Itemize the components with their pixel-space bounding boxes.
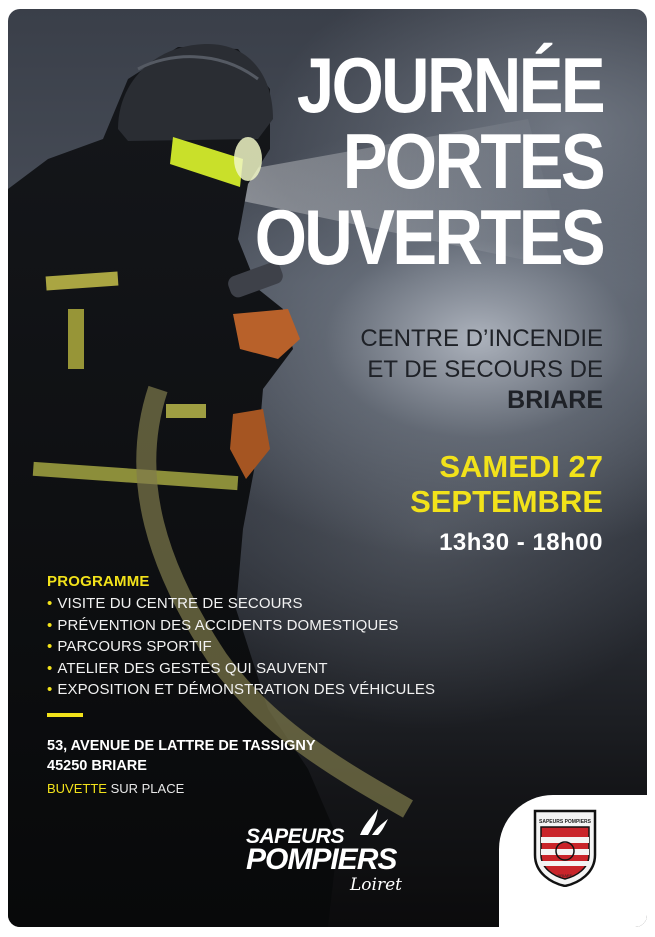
- event-hours: 13h30 - 18h00: [439, 529, 603, 556]
- bullet-icon: •: [47, 595, 53, 612]
- logo-line-2: POMPIERS: [246, 843, 397, 876]
- flame-icon: [354, 807, 390, 837]
- logo-line-1: SAPEURS: [246, 825, 345, 848]
- yellow-divider: [47, 713, 83, 717]
- event-date-line-1: SAMEDI 27: [439, 449, 603, 484]
- event-date: [410, 449, 603, 519]
- programme-item: • ATELIER DES GESTES QUI SAUVENT: [47, 659, 328, 677]
- badge-corner: [499, 795, 647, 927]
- bullet-icon: •: [47, 681, 53, 698]
- buvette-rest: SUR PLACE: [106, 781, 185, 796]
- programme-item: • PRÉVENTION DES ACCIDENTS DOMESTIQUES: [47, 616, 399, 634]
- address-street: 53, AVENUE DE LATTRE DE TASSIGNY: [47, 738, 316, 754]
- sapeurs-pompiers-logo: [246, 799, 426, 899]
- logo-line-3: Loiret: [350, 875, 402, 895]
- programme-section: [47, 573, 435, 701]
- programme-list: [47, 593, 435, 701]
- bullet-icon: •: [47, 616, 53, 634]
- event-title-line-3: OUVERTES: [254, 193, 603, 281]
- centre-name: [360, 323, 603, 416]
- event-date-line-2: SEPTEMBRE: [410, 484, 603, 519]
- poster: [8, 9, 647, 927]
- centre-line-2: ET DE SECOURS DE: [367, 356, 603, 383]
- event-title-line-2: PORTES: [342, 117, 603, 205]
- badge-title: SAPEURS POMPIERS: [539, 819, 591, 825]
- bullet-icon: •: [47, 659, 53, 677]
- badge-subtitle: BRIARE: [557, 873, 573, 878]
- buvette-highlight: BUVETTE: [47, 781, 107, 796]
- buvette-note: [47, 781, 184, 796]
- programme-item: • VISITE DU CENTRE DE SECOURS: [47, 595, 303, 612]
- programme-item: • EXPOSITION ET DÉMONSTRATION DES VÉHICULES: [47, 681, 436, 698]
- centre-line-1: CENTRE D’INCENDIE: [360, 325, 603, 352]
- address: [47, 736, 316, 776]
- centre-city: BRIARE: [507, 386, 603, 414]
- event-title: [254, 41, 603, 281]
- bullet-icon: •: [47, 638, 53, 655]
- programme-title: PROGRAMME: [47, 573, 150, 590]
- shield-badge-icon: [533, 809, 597, 887]
- address-city: 45250 BRIARE: [47, 758, 147, 774]
- programme-item: • PARCOURS SPORTIF: [47, 638, 212, 655]
- event-title-line-1: JOURNÉE: [296, 41, 603, 129]
